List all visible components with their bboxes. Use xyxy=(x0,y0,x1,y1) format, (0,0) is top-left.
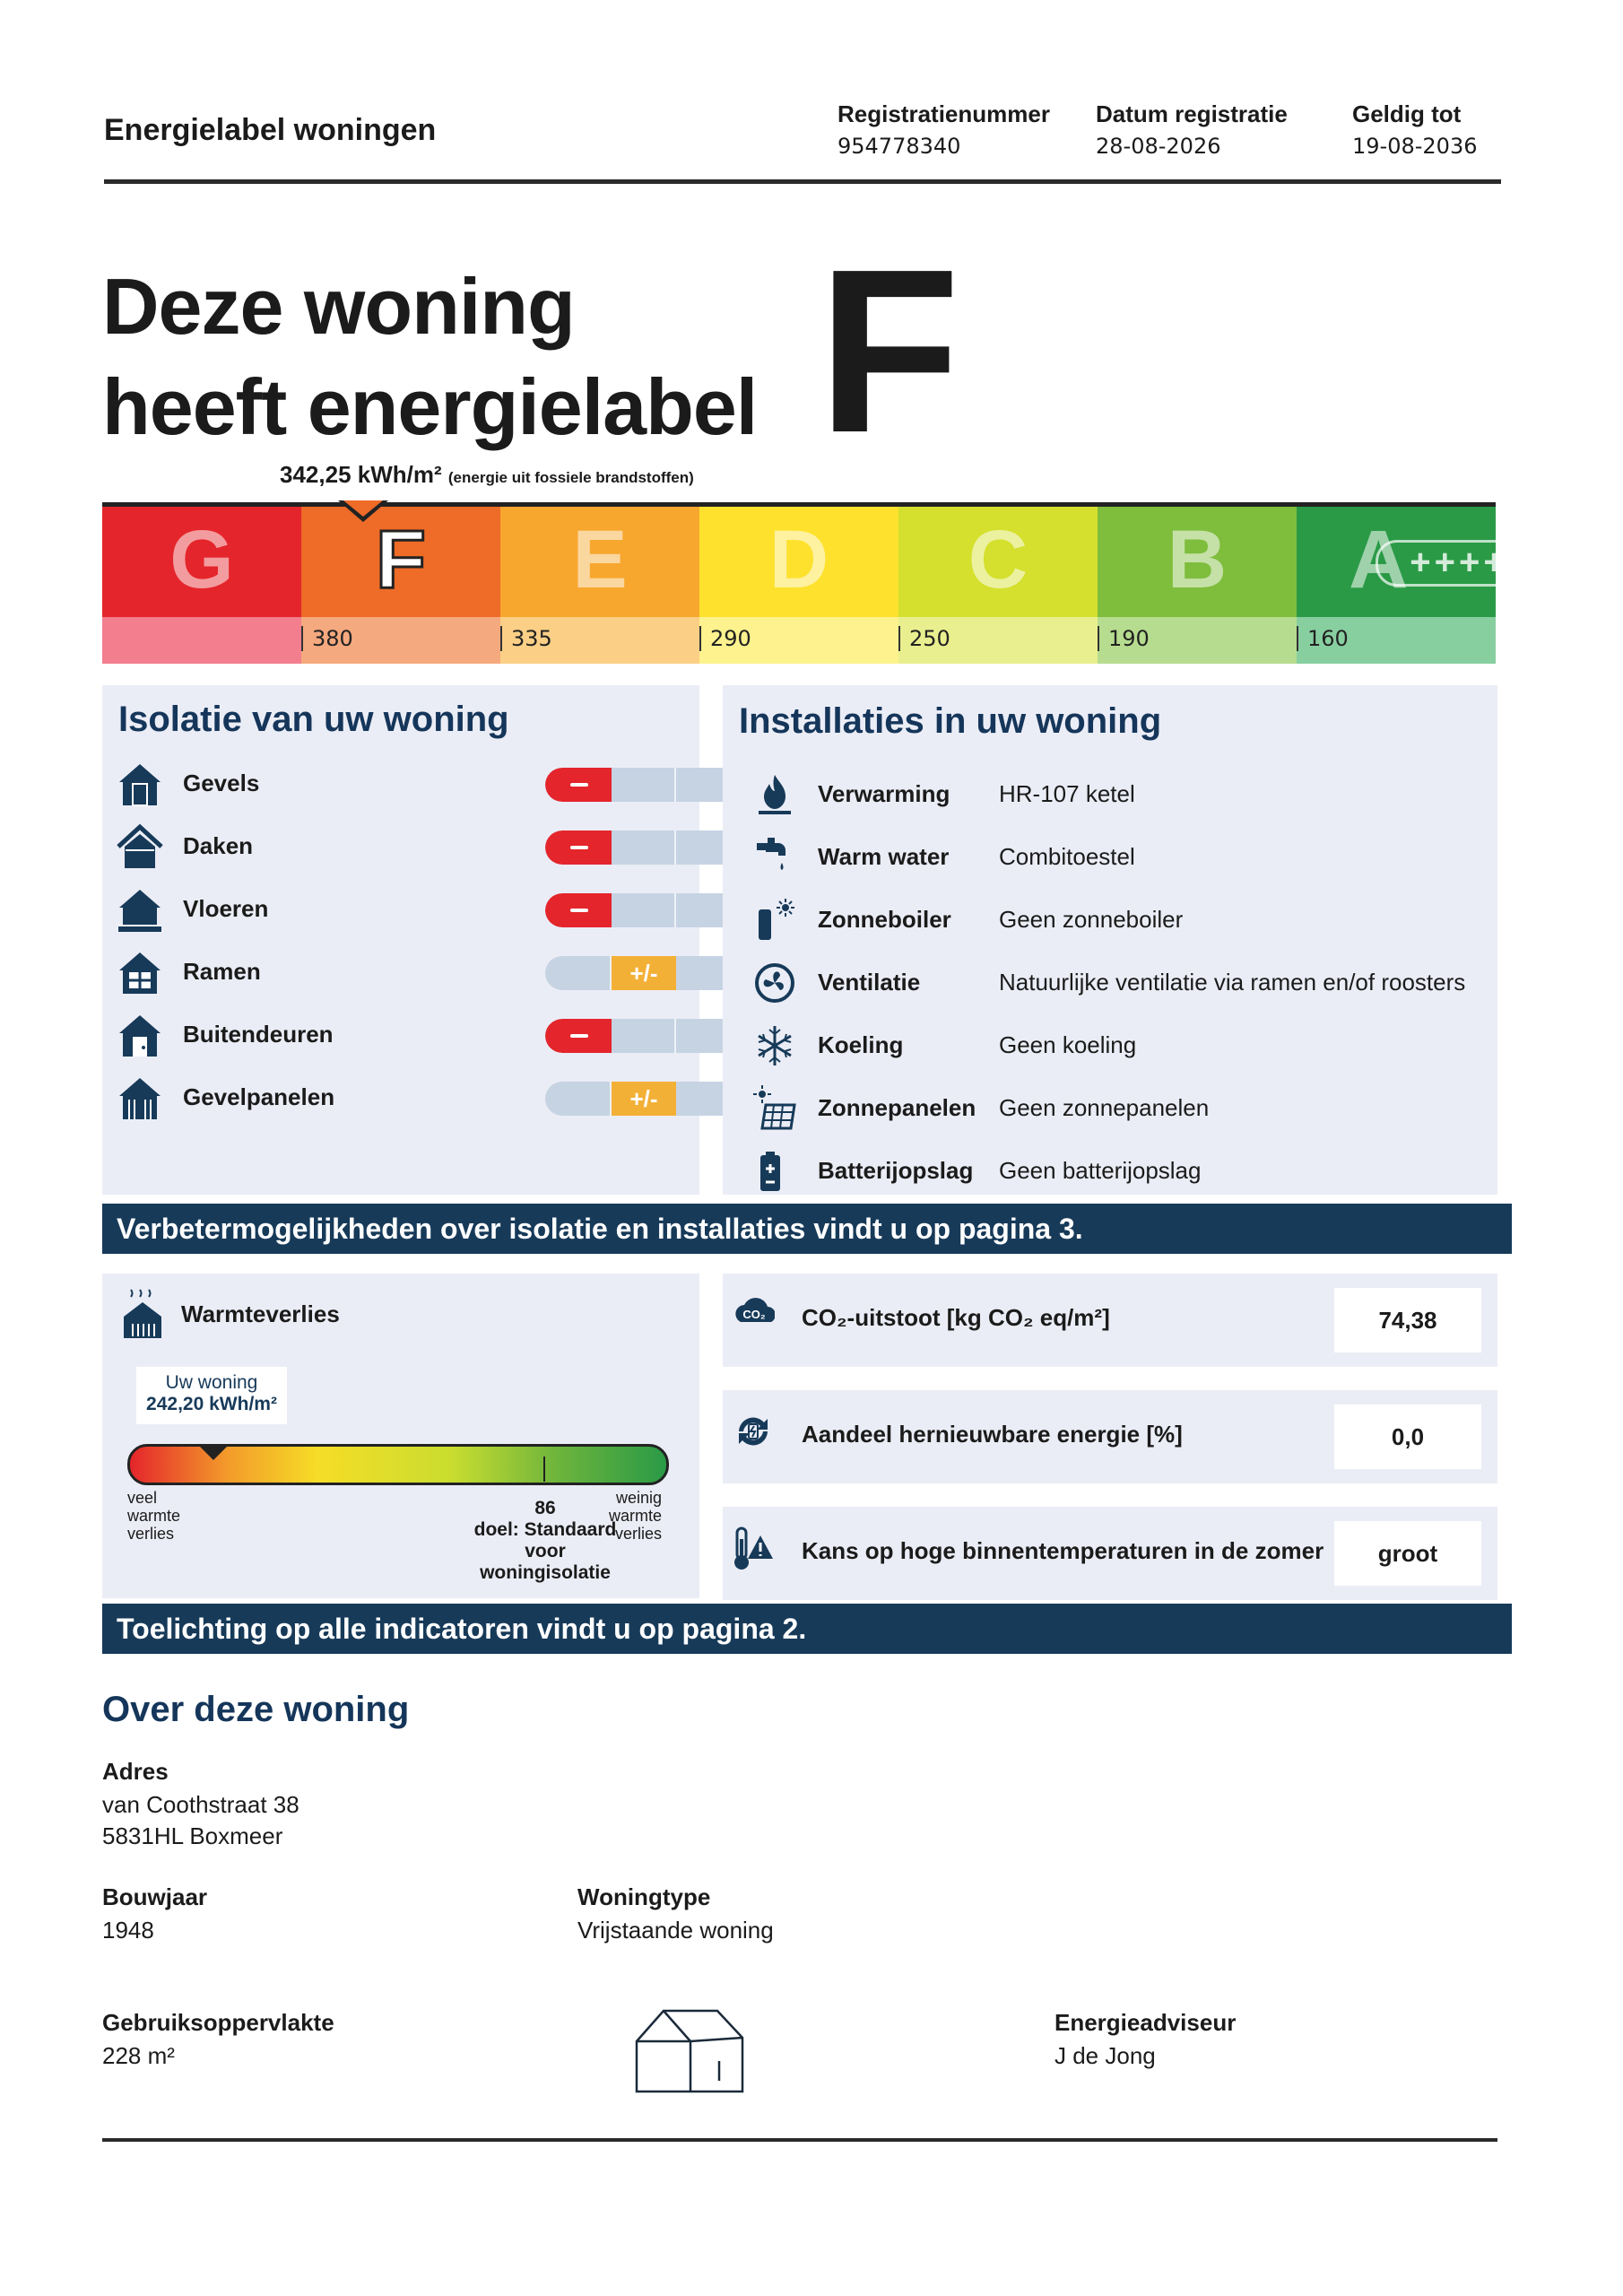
installation-row-ventilatie xyxy=(753,960,1488,1010)
address-line2: 5831HL Boxmeer xyxy=(102,1822,283,1849)
isolation-row-daken xyxy=(117,823,690,870)
build-year-label: Bouwjaar xyxy=(102,1883,208,1910)
isolation-label: Daken xyxy=(183,832,254,859)
scale-letter-text: C xyxy=(968,514,1028,605)
registration-date-block xyxy=(1096,100,1288,159)
registration-date-label: Datum registratie xyxy=(1096,100,1288,127)
window-house-icon xyxy=(117,949,163,996)
header-divider xyxy=(104,179,1501,184)
indicator-box-2 xyxy=(723,1390,1497,1483)
isolation-label: Gevelpanelen xyxy=(183,1083,335,1110)
indicator-value: 0,0 xyxy=(1334,1405,1481,1469)
installation-value: Geen batterijopslag xyxy=(999,1157,1202,1184)
heat-loss-right-label: weinig warmte verlies xyxy=(608,1489,662,1543)
faucet-icon xyxy=(753,834,796,881)
energy-label-scale xyxy=(102,502,1508,664)
installations-panel-title: Installaties in uw woning xyxy=(739,701,1162,741)
installation-label: Verwarming xyxy=(818,780,950,807)
snowflake-icon xyxy=(753,1022,796,1069)
indicator-box-1 xyxy=(723,1274,1497,1367)
improvements-banner[interactable]: Verbetermogelijkheden over isolatie en installaties vindt u op pagina 3. xyxy=(102,1204,1512,1254)
isolation-row-gevelpanelen xyxy=(117,1074,690,1121)
scale-letter-d xyxy=(699,509,898,610)
build-year-value: 1948 xyxy=(102,1917,154,1944)
scale-letter-g xyxy=(102,509,301,610)
heat-loss-icon xyxy=(120,1286,165,1344)
hero-title xyxy=(102,257,757,457)
footer-divider xyxy=(102,2138,1497,2142)
rating-cell xyxy=(610,893,676,927)
installation-label: Zonnepanelen xyxy=(818,1094,976,1121)
isolation-row-ramen xyxy=(117,949,690,996)
rating-cell xyxy=(610,831,676,865)
rating-neutral-segment: +/- xyxy=(612,956,676,990)
rating-negative-segment xyxy=(545,1019,612,1053)
installation-value: Natuurlijke ventilatie via ramen en/of roosters xyxy=(999,969,1466,996)
registration-date-value: 28-08-2026 xyxy=(1096,134,1221,159)
installation-value: Combitoestel xyxy=(999,843,1135,870)
flame-icon xyxy=(753,771,796,818)
home-type-value: Vrijstaande woning xyxy=(577,1917,774,1944)
svg-text:CO₂: CO₂ xyxy=(742,1308,766,1321)
renewable-energy-icon xyxy=(732,1410,775,1457)
scale-letter-text: B xyxy=(1167,514,1228,605)
energy-advisor-value: J de Jong xyxy=(1055,2042,1156,2069)
solar-panel-icon xyxy=(753,1085,796,1132)
solar-boiler-icon xyxy=(753,897,796,944)
panel-house-icon xyxy=(117,1074,163,1121)
registration-number-value: 954778340 xyxy=(838,134,961,159)
facade-house-icon xyxy=(117,761,163,807)
hero-title-line1: Deze woning xyxy=(102,262,575,351)
rating-negative-segment xyxy=(545,768,612,802)
thermometer-warning-icon xyxy=(732,1526,775,1573)
detached-house-icon xyxy=(633,2005,744,2095)
installation-value: HR-107 ketel xyxy=(999,780,1135,807)
scale-top-line xyxy=(102,502,1496,507)
scale-letter-text: F xyxy=(375,514,427,605)
fan-icon xyxy=(753,960,796,1006)
heat-loss-your-home-box xyxy=(136,1367,287,1424)
scale-letter-text: E xyxy=(572,514,628,605)
installation-value: Geen koeling xyxy=(999,1031,1137,1058)
rating-negative-segment xyxy=(545,893,612,927)
rating-neutral-segment: +/- xyxy=(612,1082,676,1116)
installation-value: Geen zonnepanelen xyxy=(999,1094,1210,1121)
energy-advisor-label: Energieadviseur xyxy=(1055,2009,1237,2036)
about-home-title: Over deze woning xyxy=(102,1690,410,1729)
scale-a-plus-badge: ++++ xyxy=(1376,540,1542,587)
home-type-block xyxy=(577,1883,774,1944)
document-title: Energielabel woningen xyxy=(104,113,437,147)
indicator-label: Aandeel hernieuwbare energie [%] xyxy=(802,1421,1183,1448)
installation-label: Zonneboiler xyxy=(818,906,951,933)
heat-loss-marker xyxy=(197,1444,230,1460)
door-house-icon xyxy=(117,1012,163,1058)
floor-house-icon xyxy=(117,886,163,933)
minus-icon xyxy=(570,783,588,787)
heat-loss-title: Warmteverlies xyxy=(181,1300,340,1327)
heat-loss-your-home-label: Uw woning xyxy=(165,1372,258,1393)
scale-threshold-f: 380 xyxy=(301,626,353,651)
installation-label: Batterijopslag xyxy=(818,1157,974,1184)
floor-area-label: Gebruiksoppervlakte xyxy=(102,2009,334,2036)
battery-icon xyxy=(753,1148,796,1195)
roof-house-icon xyxy=(117,823,163,870)
home-type-label: Woningtype xyxy=(577,1883,711,1910)
build-year-block xyxy=(102,1883,207,1944)
scale-threshold-c: 250 xyxy=(898,626,950,651)
valid-until-value: 19-08-2036 xyxy=(1352,134,1478,159)
installation-row-zonnepanelen xyxy=(753,1085,1488,1135)
registration-number-label: Registratienummer xyxy=(838,100,1050,127)
address-block xyxy=(102,1758,299,1850)
isolation-panel-title: Isolatie van uw woning xyxy=(118,700,509,739)
scale-segment-c xyxy=(898,502,1098,664)
rating-cell xyxy=(610,768,676,802)
scale-letter-e xyxy=(500,509,699,610)
scale-letter-text: D xyxy=(768,514,829,605)
scale-threshold-e: 335 xyxy=(500,626,552,651)
scale-threshold-b: 190 xyxy=(1098,626,1150,651)
energy-use-note: (energie uit fossiele brandstoffen) xyxy=(447,469,694,486)
co2-cloud-icon xyxy=(732,1293,775,1340)
valid-until-block xyxy=(1352,100,1477,159)
heat-loss-left-label: veel warmte verlies xyxy=(127,1489,181,1543)
installation-row-zonneboiler xyxy=(753,897,1488,947)
heat-loss-target-label: doel: Standaard voor woningisolatie xyxy=(473,1519,617,1583)
indicator-value: 74,38 xyxy=(1334,1288,1481,1352)
indicator-label: Kans op hoge binnentemperaturen in de zomer xyxy=(802,1537,1324,1564)
floor-area-block xyxy=(102,2009,334,2070)
heat-loss-target-block xyxy=(466,1498,624,1584)
registration-number-block xyxy=(838,100,1050,159)
installation-label: Warm water xyxy=(818,843,950,870)
energy-label-letter: F xyxy=(818,222,960,482)
heat-loss-target-value: 86 xyxy=(534,1498,556,1518)
scale-letter-text: A xyxy=(1349,514,1409,605)
isolation-row-buitendeuren xyxy=(117,1012,690,1058)
isolation-label: Gevels xyxy=(183,770,260,796)
energy-use-kwh: 342,25 kWh/m² xyxy=(280,461,442,488)
scale-segment-b xyxy=(1098,502,1297,664)
scale-segment-d xyxy=(699,502,898,664)
scale-segment-f xyxy=(301,502,500,664)
indicators-banner[interactable]: Toelichting op alle indicatoren vindt u op pagina 2. xyxy=(102,1604,1512,1654)
floor-area-value: 228 m² xyxy=(102,2042,175,2069)
scale-threshold-a: 160 xyxy=(1297,626,1349,651)
scale-letter-f xyxy=(301,509,500,610)
installation-row-batterijopslag xyxy=(753,1148,1488,1198)
isolation-label: Buitendeuren xyxy=(183,1021,334,1048)
valid-until-label: Geldig tot xyxy=(1352,100,1462,127)
scale-letter-text: G xyxy=(169,514,234,605)
scale-segment-g xyxy=(102,502,301,664)
installation-row-koeling xyxy=(753,1022,1488,1073)
isolation-row-gevels xyxy=(117,761,690,807)
scale-active-pointer-fill xyxy=(343,500,383,517)
rating-negative-segment xyxy=(545,831,612,865)
heat-loss-target-tick xyxy=(543,1457,545,1482)
address-label: Adres xyxy=(102,1758,169,1785)
energy-advisor-block xyxy=(1055,2009,1236,2070)
rating-cell xyxy=(610,1019,676,1053)
isolation-label: Ramen xyxy=(183,958,261,985)
minus-icon xyxy=(570,1034,588,1038)
scale-threshold-d: 290 xyxy=(699,626,751,651)
installation-label: Koeling xyxy=(818,1031,904,1058)
scale-segment-e xyxy=(500,502,699,664)
scale-letter-c xyxy=(898,509,1098,610)
heat-loss-your-home-value: 242,20 kWh/m² xyxy=(146,1394,277,1414)
hero-title-line2: heeft energielabel xyxy=(102,362,758,451)
indicator-box-3 xyxy=(723,1507,1497,1600)
installation-row-warm water xyxy=(753,834,1488,884)
scale-letter-b xyxy=(1098,509,1297,610)
minus-icon xyxy=(570,909,588,912)
energy-use-value xyxy=(280,461,694,489)
isolation-label: Vloeren xyxy=(183,895,269,922)
isolation-row-vloeren xyxy=(117,886,690,933)
installation-value: Geen zonneboiler xyxy=(999,906,1184,933)
address-line1: van Coothstraat 38 xyxy=(102,1791,299,1818)
installation-label: Ventilatie xyxy=(818,969,921,996)
indicator-value: groot xyxy=(1334,1521,1481,1586)
scale-lower-band-g xyxy=(102,617,301,664)
indicator-label: CO₂-uitstoot [kg CO₂ eq/m²] xyxy=(802,1304,1110,1331)
installation-row-verwarming xyxy=(753,771,1488,822)
minus-icon xyxy=(570,846,588,849)
